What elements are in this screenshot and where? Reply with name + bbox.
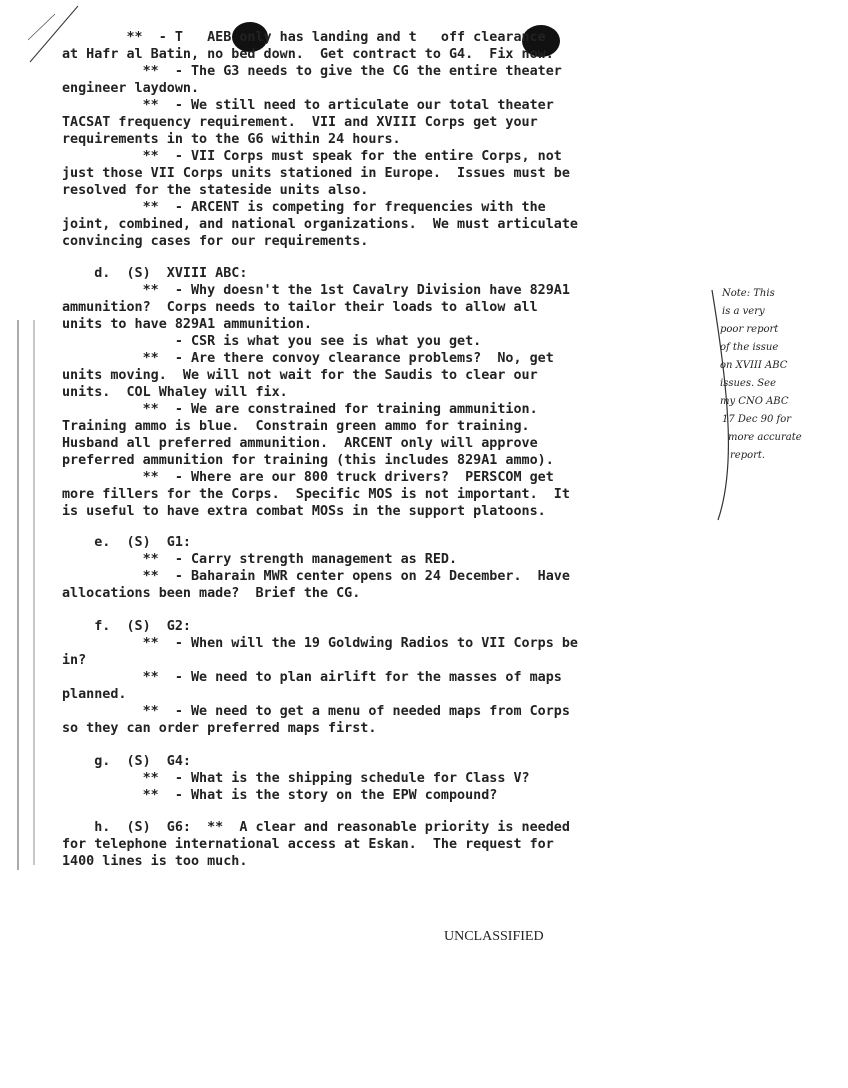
corner-stroke [28, 14, 55, 40]
margin-note-line: report. [730, 450, 766, 461]
text-line: ** - Where are our 800 truck drivers? PERSCOM get [62, 470, 554, 485]
text-line: engineer laydown. [62, 81, 200, 96]
margin-note-line: poor report [720, 324, 779, 335]
text-line: 1400 lines is too much. [62, 854, 248, 869]
section-heading: f. (S) G2: [62, 619, 191, 634]
text-line: ** - Why doesn't the 1st Cavalry Division have 829A1 [62, 283, 570, 298]
section-heading: h. (S) G6: ** A clear and reasonable priority is needed [62, 820, 570, 835]
text-line: in? [62, 653, 87, 668]
margin-note-line: on XVIII ABC [720, 360, 788, 371]
text-line: ** - ARCENT is competing for frequencies with the [62, 200, 546, 215]
text-line: units. COL Whaley will fix. [62, 385, 288, 400]
margin-note-line: more accurate [728, 432, 802, 443]
text-line: ** - Are there convoy clearance problems? No, get [62, 351, 554, 366]
text-line: ** - What is the story on the EPW compound? [62, 788, 498, 803]
text-line: TACSAT frequency requirement. VII and XVIII Corps get your [62, 115, 538, 130]
text-line: ** - Baharain MWR center opens on 24 December. Have [62, 569, 570, 584]
margin-note-line: is a very [722, 306, 765, 317]
classification-footer: UNCLASSIFIED [444, 929, 544, 944]
section-heading: d. (S) XVIII ABC: [62, 266, 248, 281]
text-line: units moving. We will not wait for the Saudis to clear our [62, 368, 538, 383]
text-line: ** - The G3 needs to give the CG the entire theater [62, 64, 562, 79]
text-line: ** - When will the 19 Goldwing Radios to VII Corps be [62, 636, 578, 651]
text-line: ** - We are constrained for training ammunition. [62, 402, 538, 417]
margin-note-line: issues. See [720, 378, 776, 389]
text-line: ** - What is the shipping schedule for Class V? [62, 771, 530, 786]
text-line: so they can order preferred maps first. [62, 721, 377, 736]
section-heading: e. (S) G1: [62, 535, 191, 550]
text-line: ** - We need to get a menu of needed maps from Corps [62, 704, 570, 719]
text-line: ** - T AEB only has landing and t off clearance [62, 30, 546, 45]
margin-note-line: 17 Dec 90 for [722, 414, 792, 425]
text-line: Husband all preferred ammunition. ARCENT only will approve [62, 436, 538, 451]
margin-note-line: Note: This [722, 288, 775, 299]
text-line: is useful to have extra combat MOSs in the support platoons. [62, 504, 546, 519]
text-line: joint, combined, and national organizations. We must articulate [62, 217, 578, 232]
section-heading: g. (S) G4: [62, 754, 191, 769]
text-line: - CSR is what you see is what you get. [62, 334, 482, 349]
text-line: ** - We need to plan airlift for the masses of maps [62, 670, 562, 685]
text-line: units to have 829A1 ammunition. [62, 317, 312, 332]
margin-note-line: my CNO ABC [720, 396, 789, 407]
text-line: planned. [62, 687, 127, 702]
text-line: ** - Carry strength management as RED. [62, 552, 458, 567]
text-line: preferred ammunition for training (this includes 829A1 ammo). [62, 453, 554, 468]
text-line: just those VII Corps units stationed in Europe. Issues must be [62, 166, 570, 181]
text-line: requirements in to the G6 within 24 hours. [62, 132, 401, 147]
text-line: ** - We still need to articulate our total theater [62, 98, 554, 113]
text-line: allocations been made? Brief the CG. [62, 586, 361, 601]
text-line: for telephone international access at Eskan. The request for [62, 837, 554, 852]
margin-note-line: of the issue [720, 342, 779, 353]
text-line: at Hafr al Batin, no bed down. Get contract to G4. Fix now. [62, 47, 554, 62]
text-line: convincing cases for our requirements. [62, 234, 369, 249]
text-line: ammunition? Corps needs to tailor their loads to allow all [62, 300, 538, 315]
text-line: Training ammo is blue. Constrain green ammo for training. [62, 419, 530, 434]
text-line: ** - VII Corps must speak for the entire Corps, not [62, 149, 562, 164]
text-line: more fillers for the Corps. Specific MOS is not important. It [62, 487, 570, 502]
text-line: resolved for the stateside units also. [62, 183, 369, 198]
